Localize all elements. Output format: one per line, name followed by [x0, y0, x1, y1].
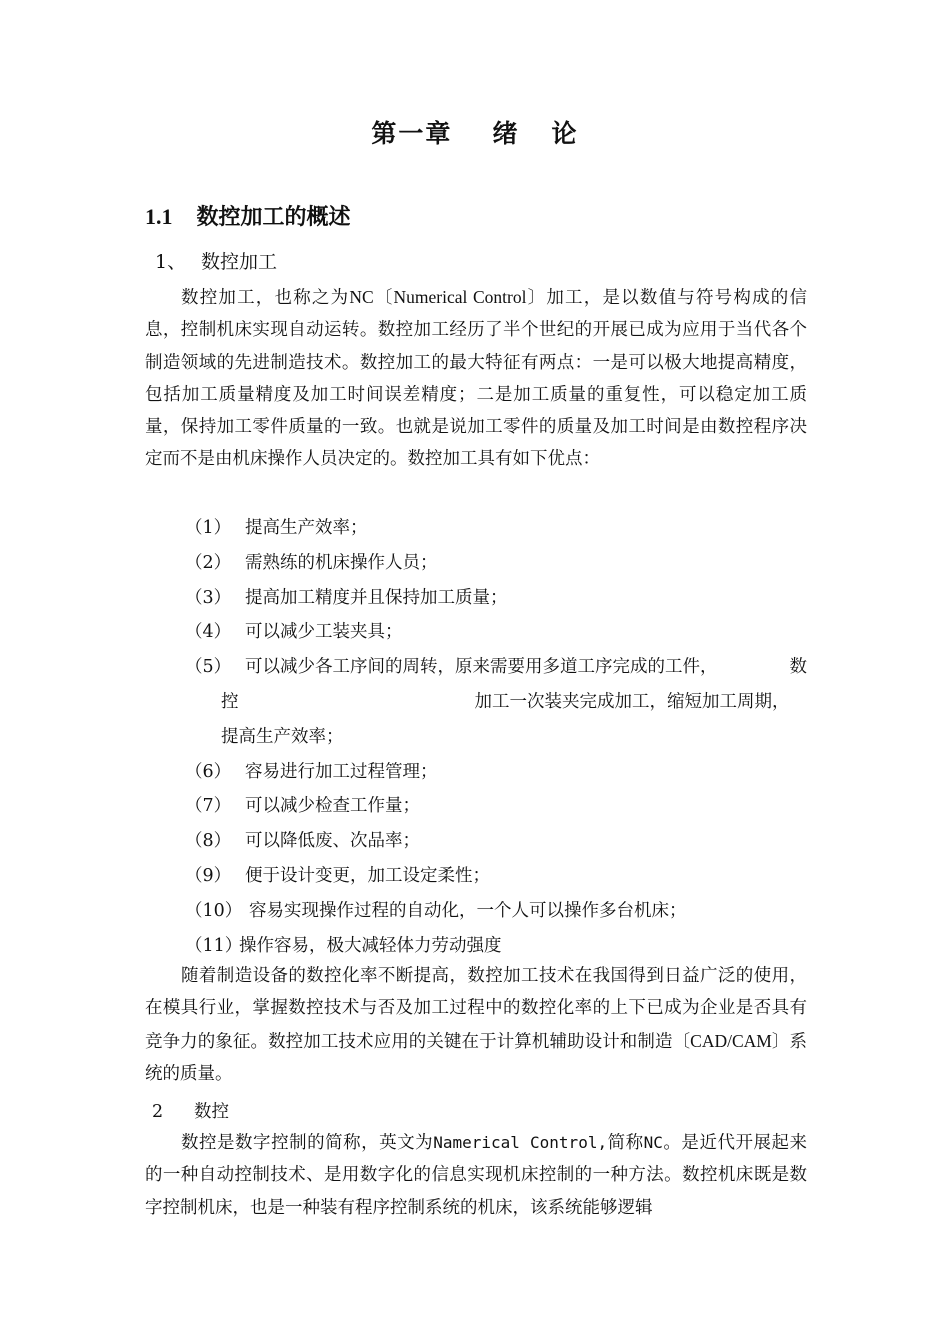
subsection-heading-2: [152, 1098, 229, 1123]
paragraph-text: 数控加工，也称之为: [181, 288, 350, 308]
list-item-text: 加工一次装夹完成加工，缩短加工周期，: [474, 691, 790, 712]
section-heading: [145, 200, 351, 231]
section-title: 数控加工的概述: [196, 204, 351, 230]
list-item-text: 便于设计变更，加工设定柔性；: [245, 865, 490, 886]
list-item-number: （11）: [185, 935, 243, 956]
chapter-name: 绪 论: [492, 119, 579, 148]
subsection-title: 数控: [194, 1102, 229, 1122]
list-item-text: 提高加工精度并且保持加工质量；: [245, 587, 508, 608]
list-item-text: 容易进行加工过程管理；: [245, 761, 438, 782]
advantages-list: [185, 511, 807, 963]
list-item: [185, 650, 807, 685]
list-item-text: 操作容易，极大减轻体力劳动强度: [239, 935, 502, 956]
subsection-heading-1: [155, 247, 277, 274]
list-item-text: 需熟练的机床操作人员；: [245, 552, 438, 573]
section-number: 1.1: [145, 204, 173, 229]
list-item-text: 数: [789, 657, 807, 678]
list-item-number: （2）: [185, 552, 232, 573]
list-item: [185, 755, 807, 790]
paragraph-text: Namerical Control,: [433, 1133, 608, 1152]
list-item-number: （10）: [185, 900, 243, 921]
list-item-number: （9）: [185, 865, 232, 886]
subsection-number: 1、: [155, 251, 187, 273]
paragraph-text: 〔CAD/CAM〕: [672, 1030, 790, 1051]
list-item: [185, 894, 807, 929]
paragraph-nc-intro: [145, 281, 807, 476]
list-item: [185, 546, 807, 581]
list-item-number: （1）: [185, 518, 232, 538]
paragraph-text: NC〔Numerical Control〕: [349, 287, 547, 307]
paragraph-text: NC: [643, 1133, 663, 1152]
list-item-number: （3）: [185, 587, 232, 608]
list-item-number: （8）: [185, 831, 232, 852]
list-item: [185, 511, 807, 546]
paragraph-text: 随着制造设备的数控化率不断提高，数控加工技术在我国得到日益广泛的使用，在模具行业，掌握数控技术与否及加工过程中的数控化率的上下已成为企业是否具有竞争力的象征。数控加工技术应用的关键在于计算机辅助设计和制造: [145, 966, 807, 1052]
list-item: [185, 824, 807, 859]
paragraph-adoption: [145, 960, 807, 1090]
subsection-number: 2: [152, 1102, 164, 1122]
list-item-number: （5）: [185, 657, 232, 678]
list-item: [185, 615, 807, 650]
list-item-number: （4）: [185, 622, 232, 643]
paragraph-text: 简称: [607, 1133, 644, 1153]
list-item-text: 可以减少工装夹具；: [245, 622, 403, 643]
list-item-text: 可以减少检查工作量；: [245, 796, 420, 817]
chapter-number: 第一章: [371, 119, 453, 148]
list-item-text: 提高生产效率；: [245, 518, 368, 538]
list-item-text: 提高生产效率；: [221, 726, 344, 747]
list-item: [185, 581, 807, 616]
paragraph-nc-definition: [145, 1127, 807, 1224]
list-item-text: 可以减少各工序间的周转，原来需要用多道工序完成的工件，: [245, 657, 718, 678]
list-item: [185, 929, 807, 964]
list-item: [185, 859, 807, 894]
list-item-text: 可以降低废、次品率；: [245, 831, 420, 852]
subsection-title: 数控加工: [201, 251, 278, 273]
chapter-title: [0, 114, 950, 150]
list-item-text: 容易实现操作过程的自动化，一个人可以操作多台机床；: [249, 900, 687, 921]
list-item-continuation: [185, 720, 807, 755]
list-item-text: 控: [221, 691, 239, 712]
paragraph-text: 数控是数字控制的简称，英文为: [181, 1133, 434, 1153]
paragraph-text: 系统的质量。: [145, 1031, 807, 1084]
list-item-number: （6）: [185, 761, 232, 782]
paragraph-text: 。是近代开展起来的一种自动控制技术、是用数字化的信息实现机床控制的一种方法。数控机床既是数字控制机床，也是一种装有程序控制系统的机床，该系统能够逻辑: [145, 1133, 808, 1218]
list-item-number: （7）: [185, 796, 232, 817]
paragraph-text: 加工，是以数值与符号构成的信息，控制机床实现自动运转。数控加工经历了半个世纪的开展已成为应用于当代各个制造领域的先进制造技术。数控加工的最大特征有两点：一是可以极大地提高精度，包括加工质量精度及加工时间误差精度；二是加工质量的重复性，可以稳定加工质量，保持加工零件质量的一致。也就是说加工零件的质量及加工时间是由数控程序决定而不是由机床操作人员决定的。数控加工具有如下优点：: [145, 288, 807, 470]
list-item: [185, 789, 807, 824]
list-item-continuation: [185, 685, 807, 720]
